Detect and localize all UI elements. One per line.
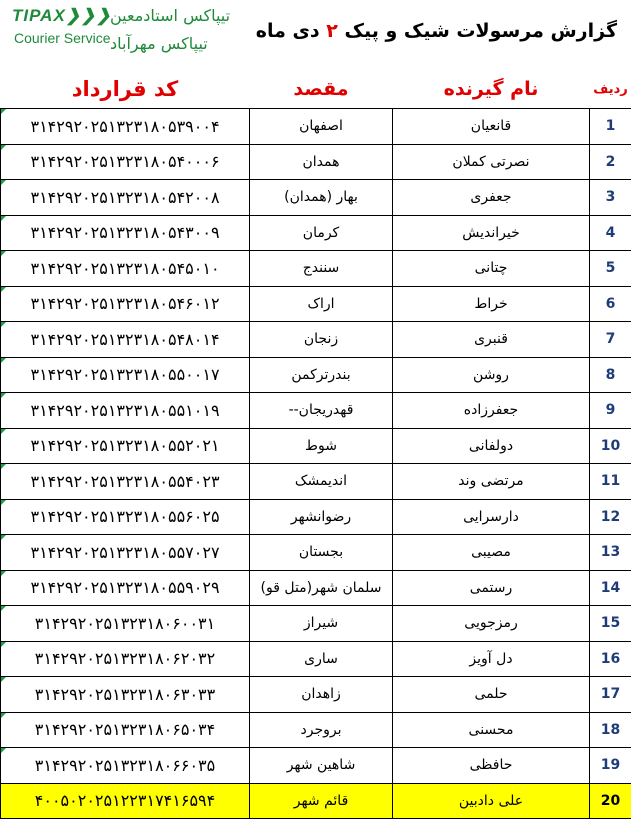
destination-cell: قائم شهر [250, 783, 393, 819]
contract-code-cell: ۳۱۴۲۹۲۰۲۵۱۳۲۳۱۸۰۵۳۹۰۰۴ [1, 109, 250, 145]
logo-wordmark: TIPAX❯❯❯ [12, 6, 112, 26]
destination-cell: زنجان [250, 322, 393, 358]
destination-cell: بهار (همدان) [250, 180, 393, 216]
column-header-index: ردیف [590, 70, 631, 109]
destination-cell: بجستان [250, 535, 393, 571]
row-index-cell: 7 [590, 322, 631, 358]
contract-code-cell: ۳۱۴۲۹۲۰۲۵۱۳۲۳۱۸۰۵۵۲۰۲۱ [1, 428, 250, 464]
recipient-name-cell: جعفری [393, 180, 590, 216]
contract-code-cell: ۳۱۴۲۹۲۰۲۵۱۳۲۳۱۸۰۶۰۰۳۱ [1, 606, 250, 642]
table-row [1, 215, 631, 251]
branch-name-1: تیپاکس استادمعین [110, 6, 230, 25]
table-row [1, 286, 631, 322]
cell-comment-marker-icon [1, 535, 6, 540]
destination-cell: شوط [250, 428, 393, 464]
row-index-cell: 12 [590, 499, 631, 535]
recipient-name-cell: علی دادبین [393, 783, 590, 819]
report-title [256, 20, 617, 42]
recipient-name-cell: حافظی [393, 748, 590, 784]
logo-chevrons-icon: ❯❯❯ [66, 6, 112, 25]
contract-code-cell: ۳۱۴۲۹۲۰۲۵۱۳۲۳۱۸۰۵۵۰۰۱۷ [1, 357, 250, 393]
contract-code-cell: ۳۱۴۲۹۲۰۲۵۱۳۲۳۱۸۰۵۵۷۰۲۷ [1, 535, 250, 571]
column-header-code: کد قرارداد [1, 70, 250, 109]
report-header [0, 0, 631, 66]
table-header-row [1, 70, 631, 109]
shipments-table [0, 70, 631, 819]
contract-code-cell: ۳۱۴۲۹۲۰۲۵۱۳۲۳۱۸۰۵۵۶۰۲۵ [1, 499, 250, 535]
cell-comment-marker-icon [1, 677, 6, 682]
row-index-cell: 6 [590, 286, 631, 322]
cell-comment-marker-icon [1, 180, 6, 185]
contract-code-cell: ۴۰۰۵۰۲۰۲۵۱۲۲۳۱۷۴۱۶۵۹۴ [1, 783, 250, 819]
table-row [1, 464, 631, 500]
cell-comment-marker-icon [1, 145, 6, 150]
table-row [1, 393, 631, 429]
row-index-cell: 1 [590, 109, 631, 145]
recipient-name-cell: نصرتی کملان [393, 144, 590, 180]
contract-code-cell: ۳۱۴۲۹۲۰۲۵۱۳۲۳۱۸۰۵۴۸۰۱۴ [1, 322, 250, 358]
cell-comment-marker-icon [1, 393, 6, 398]
recipient-name-cell: خراط [393, 286, 590, 322]
title-suffix: دی ماه [256, 20, 320, 42]
row-index-cell: 16 [590, 641, 631, 677]
row-index-cell: 2 [590, 144, 631, 180]
row-index-cell: 9 [590, 393, 631, 429]
contract-code-cell: ۳۱۴۲۹۲۰۲۵۱۳۲۳۱۸۰۵۵۹۰۲۹ [1, 570, 250, 606]
cell-comment-marker-icon [1, 500, 6, 505]
table-row [1, 357, 631, 393]
contract-code-cell: ۳۱۴۲۹۲۰۲۵۱۳۲۳۱۸۰۵۴۲۰۰۸ [1, 180, 250, 216]
destination-cell: سنندج [250, 251, 393, 287]
column-header-destination: مقصد [250, 70, 393, 109]
row-index-cell: 18 [590, 712, 631, 748]
row-index-cell: 19 [590, 748, 631, 784]
contract-code-cell: ۳۱۴۲۹۲۰۲۵۱۳۲۳۱۸۰۵۵۴۰۲۳ [1, 464, 250, 500]
row-index-cell: 3 [590, 180, 631, 216]
title-prefix: گزارش مرسولات شیک و پیک [345, 20, 617, 42]
contract-code-cell: ۳۱۴۲۹۲۰۲۵۱۳۲۳۱۸۰۵۴۶۰۱۲ [1, 286, 250, 322]
logo-subtitle: Courier Service [14, 30, 110, 46]
destination-cell: اراک [250, 286, 393, 322]
table-row [1, 499, 631, 535]
recipient-name-cell: مصیبی [393, 535, 590, 571]
table-row [1, 322, 631, 358]
recipient-name-cell: قنبری [393, 322, 590, 358]
row-index-cell: 4 [590, 215, 631, 251]
cell-comment-marker-icon [1, 571, 6, 576]
recipient-name-cell: روشن [393, 357, 590, 393]
table-row [1, 570, 631, 606]
row-index-cell: 17 [590, 677, 631, 713]
row-index-cell: 15 [590, 606, 631, 642]
table-row [1, 641, 631, 677]
table-row [1, 109, 631, 145]
destination-cell: همدان [250, 144, 393, 180]
table-row [1, 712, 631, 748]
cell-comment-marker-icon [1, 642, 6, 647]
contract-code-cell: ۳۱۴۲۹۲۰۲۵۱۳۲۳۱۸۰۶۳۰۳۳ [1, 677, 250, 713]
destination-cell: ساری [250, 641, 393, 677]
contract-code-cell: ۳۱۴۲۹۲۰۲۵۱۳۲۳۱۸۰۶۶۰۳۵ [1, 748, 250, 784]
recipient-name-cell: دارسرایی [393, 499, 590, 535]
contract-code-cell: ۳۱۴۲۹۲۰۲۵۱۳۲۳۱۸۰۵۴۵۰۱۰ [1, 251, 250, 287]
table-row [1, 783, 631, 819]
row-index-cell: 11 [590, 464, 631, 500]
recipient-name-cell: دولفانی [393, 428, 590, 464]
recipient-name-cell: جعفرزاده [393, 393, 590, 429]
table-row [1, 428, 631, 464]
contract-code-cell: ۳۱۴۲۹۲۰۲۵۱۳۲۳۱۸۰۵۵۱۰۱۹ [1, 393, 250, 429]
cell-comment-marker-icon [1, 464, 6, 469]
cell-comment-marker-icon [1, 713, 6, 718]
branch-name-2: تیپاکس مهرآباد [110, 34, 208, 53]
contract-code-cell: ۳۱۴۲۹۲۰۲۵۱۳۲۳۱۸۰۵۴۰۰۰۶ [1, 144, 250, 180]
table-row [1, 535, 631, 571]
table-row [1, 748, 631, 784]
cell-comment-marker-icon [1, 358, 6, 363]
row-index-cell: 13 [590, 535, 631, 571]
table-row [1, 144, 631, 180]
cell-comment-marker-icon [1, 109, 6, 114]
destination-cell: قهدریجان-- [250, 393, 393, 429]
recipient-name-cell: مرتضی وند [393, 464, 590, 500]
cell-comment-marker-icon [1, 251, 6, 256]
contract-code-cell: ۳۱۴۲۹۲۰۲۵۱۳۲۳۱۸۰۶۵۰۳۴ [1, 712, 250, 748]
recipient-name-cell: محسنی [393, 712, 590, 748]
title-number: ۲ [326, 20, 338, 42]
table-row [1, 606, 631, 642]
recipient-name-cell: رستمی [393, 570, 590, 606]
recipient-name-cell: قانعیان [393, 109, 590, 145]
contract-code-cell: ۳۱۴۲۹۲۰۲۵۱۳۲۳۱۸۰۵۴۳۰۰۹ [1, 215, 250, 251]
cell-comment-marker-icon [1, 322, 6, 327]
table-row [1, 677, 631, 713]
contract-code-cell: ۳۱۴۲۹۲۰۲۵۱۳۲۳۱۸۰۶۲۰۳۲ [1, 641, 250, 677]
table-row [1, 180, 631, 216]
table-row [1, 251, 631, 287]
row-index-cell: 14 [590, 570, 631, 606]
row-index-cell: 5 [590, 251, 631, 287]
destination-cell: رضوانشهر [250, 499, 393, 535]
cell-comment-marker-icon [1, 606, 6, 611]
recipient-name-cell: حلمی [393, 677, 590, 713]
destination-cell: کرمان [250, 215, 393, 251]
destination-cell: اندیمشک [250, 464, 393, 500]
destination-cell: اصفهان [250, 109, 393, 145]
row-index-cell: 20 [590, 783, 631, 819]
destination-cell: زاهدان [250, 677, 393, 713]
recipient-name-cell: رمزجویی [393, 606, 590, 642]
destination-cell: بروجرد [250, 712, 393, 748]
cell-comment-marker-icon [1, 748, 6, 753]
row-index-cell: 10 [590, 428, 631, 464]
destination-cell: شاهین شهر [250, 748, 393, 784]
destination-cell: بندرترکمن [250, 357, 393, 393]
destination-cell: سلمان شهر(متل قو) [250, 570, 393, 606]
recipient-name-cell: خیراندیش [393, 215, 590, 251]
cell-comment-marker-icon [1, 216, 6, 221]
cell-comment-marker-icon [1, 429, 6, 434]
cell-comment-marker-icon [1, 287, 6, 292]
recipient-name-cell: چتانی [393, 251, 590, 287]
column-header-recipient: نام گیرنده [393, 70, 590, 109]
row-index-cell: 8 [590, 357, 631, 393]
recipient-name-cell: دل آویز [393, 641, 590, 677]
destination-cell: شیراز [250, 606, 393, 642]
